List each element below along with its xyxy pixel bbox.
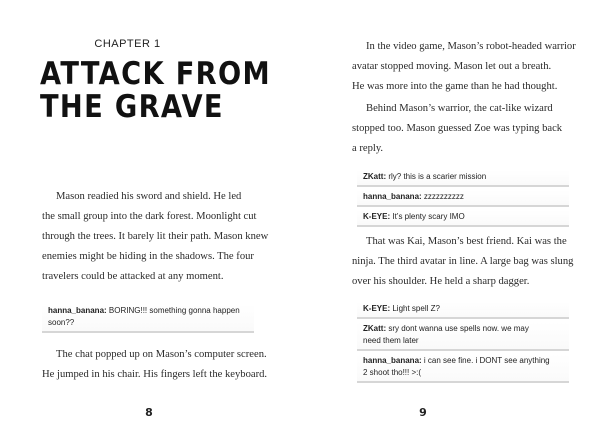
text-line: through the trees. It barely lit their path. Mason knew (42, 231, 269, 242)
chat-text: rly? this is a scarier mission (388, 172, 487, 181)
chat-box (357, 170, 569, 227)
text-line: ninja. The third avatar in line. A large bag was slung (352, 256, 574, 267)
text-line: stopped too. Mason guessed Zoe was typing back (352, 123, 563, 134)
text-line: He jumped in his chair. His fingers left the keyboard. (42, 369, 268, 380)
chat-text: Light spell Z? (392, 304, 440, 313)
chat-box (42, 304, 254, 333)
page-number: 8 (145, 406, 153, 419)
text-line: over his shoulder. He held a sharp dagger. (352, 276, 530, 287)
chat-username: K-EYE: (363, 212, 391, 221)
chat-message (357, 322, 569, 351)
chat-username: hanna_banana: (363, 192, 422, 201)
chat-message (42, 304, 254, 333)
text-line: travelers could be attacked at any moment. (42, 271, 224, 282)
paragraph (352, 232, 573, 292)
chat-username: ZKatt: (363, 324, 387, 333)
chat-message (357, 302, 569, 319)
chat-message (357, 210, 569, 227)
paragraph (42, 187, 268, 287)
chat-text: 2 shoot tho!!! >:( (363, 368, 422, 377)
text-line: That was Kai, Mason’s best friend. Kai was the (366, 236, 567, 247)
chat-text: BORING!!! something gonna happen (108, 306, 240, 315)
chat-username: hanna_banana: (48, 306, 107, 315)
chat-message (357, 190, 569, 207)
text-line: Behind Mason’s warrior, the cat-like wizard (366, 103, 553, 114)
paragraph (42, 345, 267, 385)
chapter-title-line: THE GRAVE (40, 89, 224, 125)
text-line: the small group into the dark forest. Moonlight cut (42, 211, 257, 222)
right-page (300, 0, 600, 429)
chapter-title (40, 56, 271, 125)
chat-text: i can see fine. i DONT see anything (423, 356, 550, 365)
text-line: He was more into the game than he had thought. (352, 81, 558, 92)
text-line: enemies might be hiding in the shadows. The four (42, 251, 254, 262)
chapter-title-line: ATTACK FROM (40, 56, 271, 92)
chat-username: ZKatt: (363, 172, 387, 181)
chat-text: sry dont wanna use spells now. we may (388, 324, 529, 333)
chapter-label: CHAPTER 1 (94, 38, 161, 50)
chat-text: soon?? (48, 318, 75, 327)
text-line: Mason readied his sword and shield. He led (56, 191, 242, 202)
text-line: avatar stopped moving. Mason let out a breath. (352, 61, 552, 72)
chat-message (357, 170, 569, 187)
paragraph (352, 37, 576, 97)
chat-text: It’s plenty scary IMO (392, 212, 465, 221)
text-line: In the video game, Mason’s robot-headed warrior (366, 41, 576, 52)
chat-box (357, 302, 569, 383)
paragraph (352, 99, 562, 159)
chat-username: K-EYE: (363, 304, 391, 313)
text-line: The chat popped up on Mason’s computer screen. (56, 349, 267, 360)
text-line: a reply. (352, 143, 384, 154)
chat-message (357, 354, 569, 383)
chat-text: zzzzzzzzzz (423, 192, 464, 201)
page-number: 9 (419, 406, 427, 419)
chat-text: need them later (363, 336, 419, 345)
chat-username: hanna_banana: (363, 356, 422, 365)
